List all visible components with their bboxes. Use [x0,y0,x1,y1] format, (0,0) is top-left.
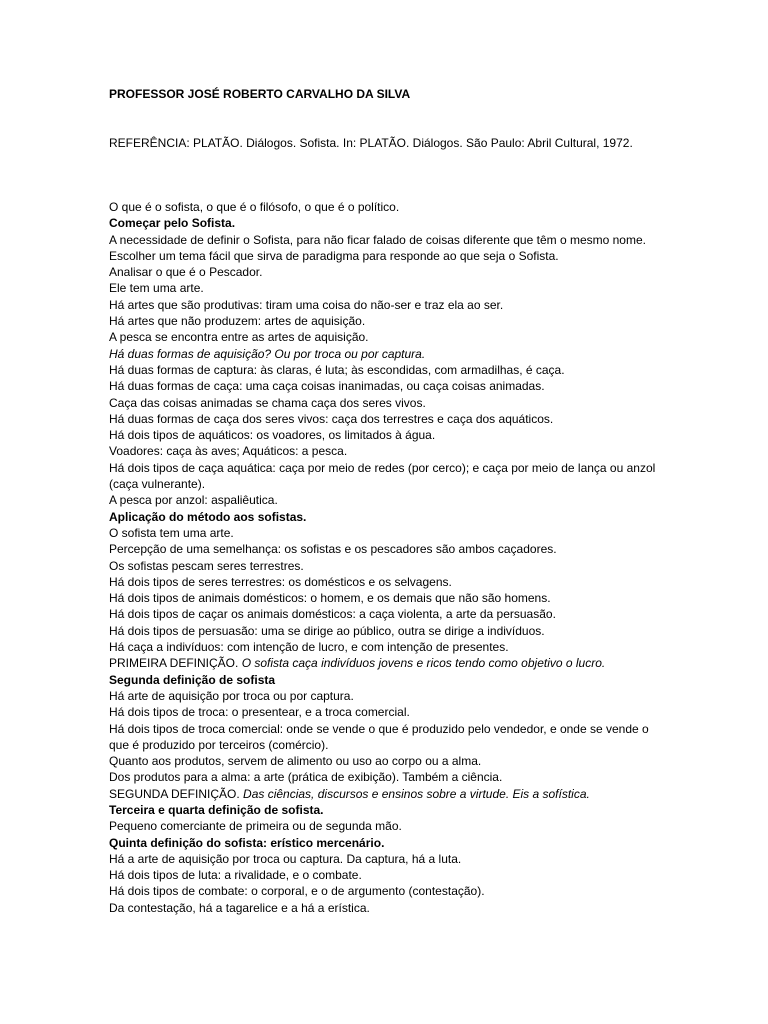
text-line: Dos produtos para a alma: a arte (prática de exibição). Também a ciência. [109,770,503,785]
definition-text: O sofista caça indivíduos jovens e ricos tendo como objetivo o lucro. [241,656,606,671]
definition-line [109,786,669,802]
text-line: Há artes que não produzem: artes de aquisição. [109,314,366,329]
text-line: Os sofistas pescam seres terrestres. [109,558,304,573]
definition-label: SEGUNDA DEFINIÇÃO. [109,786,240,801]
text-line: Analisar o que é o Pescador. [109,265,263,280]
text-line: Há dois tipos de persuasão: uma se dirige ao público, outra se dirige a indivíduos. [109,623,545,638]
text-line: Há dois tipos de luta: a rivalidade, e o combate. [109,868,362,883]
section-heading: Começar pelo Sofista. [109,216,236,231]
text-line: Percepção de uma semelhança: os sofistas e os pescadores são ambos caçadores. [109,542,557,557]
text-line: Há dois tipos de caça aquática: caça por meio de redes (por cerco); e caça por meio de lança ou anzol (caça vulnerante). [109,460,656,492]
text-line: Escolher um tema fácil que sirva de paradigma para responde ao que seja o Sofista. [109,248,559,263]
text-line: Pequeno comerciante de primeira ou de segunda mão. [109,819,402,834]
text-line: Há duas formas de caça: uma caça coisas inanimadas, ou caça coisas animadas. [109,379,545,394]
text-line: Há arte de aquisição por troca ou por captura. [109,688,354,703]
text-line: Voadores: caça às aves; Aquáticos: a pesca. [109,444,348,459]
text-line: O que é o sofista, o que é o filósofo, o que é o político. [109,200,400,214]
text-line: Há dois tipos de troca: o presentear, e a troca comercial. [109,705,410,720]
text-line: A necessidade de definir o Sofista, para não ficar falado de coisas diferente que têm o mesmo nome. [109,232,646,247]
definition-label: PRIMEIRA DEFINIÇÃO. [109,656,239,671]
text-line: Há a arte de aquisição por troca ou captura. Da captura, há a luta. [109,851,462,866]
text-line: Há dois tipos de aquáticos: os voadores, os limitados à água. [109,428,436,443]
text-line: Da contestação, há a tagarelice e a há a erística. [109,900,370,915]
definition-line [109,655,669,671]
notes-body [109,199,669,916]
text-line: Há duas formas de caça dos seres vivos: caça dos terrestres e caça dos aquáticos. [109,411,554,426]
text-line: A pesca se encontra entre as artes de aquisição. [109,330,369,345]
text-line-italic: Há duas formas de aquisição? Ou por troca ou por captura. [109,346,426,361]
text-line: Caça das coisas animadas se chama caça dos seres vivos. [109,395,426,410]
reference-line: REFERÊNCIA: PLATÃO. Diálogos. Sofista. In: PLATÃO. Diálogos. São Paulo: Abril Cultural, 1972. [109,136,633,150]
section-heading: Aplicação do método aos sofistas. [109,509,307,524]
text-line: Há dois tipos de animais domésticos: o homem, e os demais que não são homens. [109,591,551,606]
author-heading: PROFESSOR JOSÉ ROBERTO CARVALHO DA SILVA [109,87,411,101]
text-line: Há dois tipos de combate: o corporal, e o de argumento (contestação). [109,884,485,899]
text-line: O sofista tem uma arte. [109,525,234,540]
text-line: Quanto aos produtos, servem de alimento ou uso ao corpo ou a alma. [109,754,482,769]
definition-text: Das ciências, discursos e ensinos sobre a virtude. Eis a sofística. [243,786,590,801]
text-line: Há dois tipos de caçar os animais domésticos: a caça violenta, a arte da persuasão. [109,607,556,622]
text-line: A pesca por anzol: aspaliêutica. [109,493,278,508]
section-heading: Segunda definição de sofista [109,672,276,687]
text-line: Há dois tipos de troca comercial: onde se vende o que é produzido pelo vendedor, e onde se vende o que é produzido por terceiros (comércio). [109,721,649,752]
text-line: Há dois tipos de seres terrestres: os domésticos e os selvagens. [109,574,452,589]
text-line: Ele tem uma arte. [109,281,204,296]
section-heading: Terceira e quarta definição de sofista. [109,802,324,817]
text-line: Há caça a indivíduos: com intenção de lucro, e com intenção de presentes. [109,640,509,655]
section-heading: Quinta definição do sofista: erístico mercenário. [109,835,385,850]
text-line: Há duas formas de captura: às claras, é luta; às escondidas, com armadilhas, é caça. [109,362,565,377]
text-line: Há artes que são produtivas: tiram uma coisa do não-ser e traz ela ao ser. [109,297,504,312]
